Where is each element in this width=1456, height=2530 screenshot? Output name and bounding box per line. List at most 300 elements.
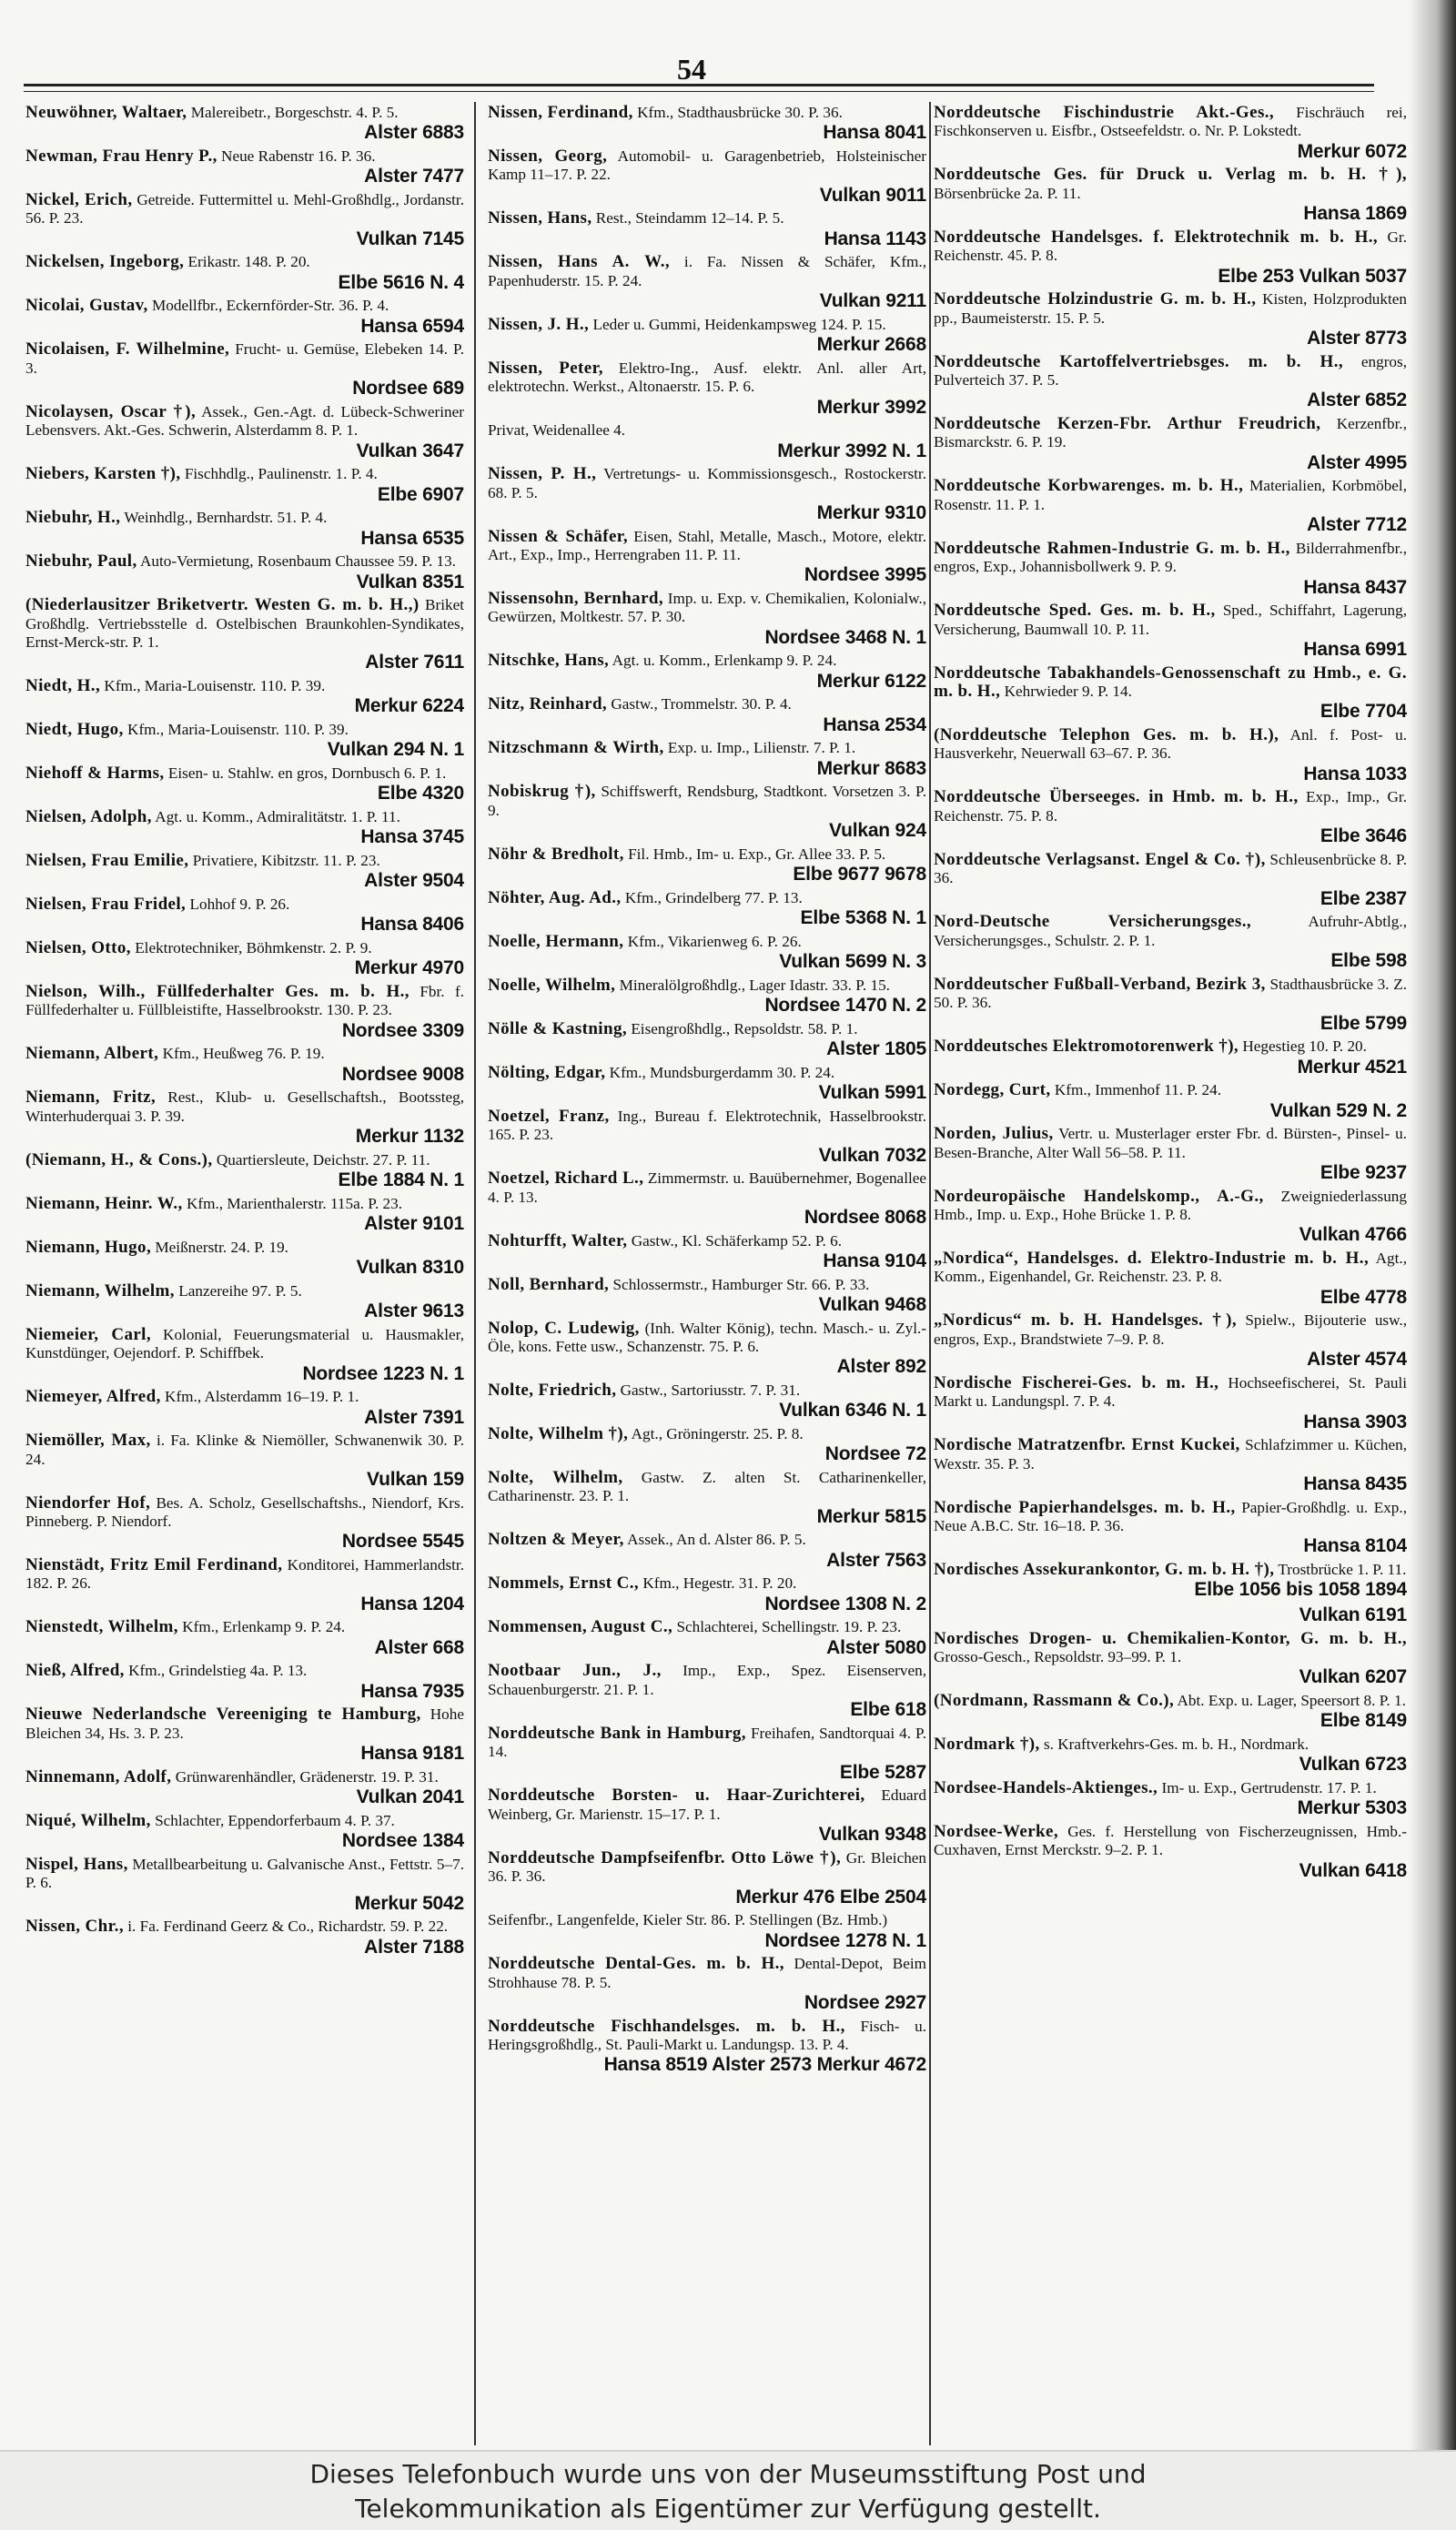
- entry-name: Norddeutsche Korbwarenges. m. b. H.,: [934, 476, 1244, 496]
- directory-column-2: [488, 104, 926, 2443]
- directory-entry: [488, 1955, 926, 2013]
- directory-entry: [25, 852, 464, 891]
- entry-name: Norden, Julius,: [934, 1124, 1054, 1144]
- directory-entry: [934, 726, 1407, 784]
- entry-name: Nissen, Chr.,: [25, 1917, 124, 1937]
- entry-name: Nordische Papierhandelsges. m. b. H.,: [934, 1497, 1236, 1517]
- entry-name: Norddeutscher Fußball-Verband, Bezirk 3,: [934, 974, 1266, 994]
- entry-details: Anl. f. Post- u. Hausverkehr, Neuerwall 63–67. P. 36.: [934, 726, 1407, 763]
- entry-name: Norddeutsches Elektromotorenwerk †),: [934, 1037, 1239, 1057]
- entry-name: Nöhr & Bredholt,: [488, 844, 624, 864]
- entry-details: Kfm., Grindelberg 77. P. 13.: [624, 888, 803, 906]
- directory-entry: [25, 1494, 464, 1553]
- directory-entry: [25, 1705, 464, 1764]
- entry-name: Nienstedt, Wilhelm,: [25, 1617, 178, 1637]
- entry-name: (Norddeutsche Telephon Ges. m. b. H.),: [934, 725, 1279, 745]
- directory-entry: [934, 788, 1407, 846]
- entry-details: Assek., An d. Alster 86. P. 5.: [627, 1531, 806, 1549]
- directory-entry: [25, 509, 464, 548]
- entry-details: Vertr. u. Musterlager erster Fbr. d. Bürsten-, Pinsel- u. Besen-Branche, Alter Wall 56–58. P. 11.: [934, 1125, 1407, 1161]
- entry-name: Nordisches Assekurankontor, G. m. b. H. †),: [934, 1559, 1275, 1579]
- directory-entry: [488, 421, 926, 460]
- entry-details: Hochseefischerei, St. Pauli Markt u. Landungspl. 7. P. 4.: [934, 1373, 1407, 1411]
- entry-phone: Merkur 1132: [355, 1126, 464, 1148]
- entry-details: Frucht- u. Gemüse, Elebeken 14. P. 3.: [25, 340, 464, 377]
- entry-details: Gr. Reichenstr. 45. P. 8.: [934, 228, 1407, 265]
- directory-entry: [488, 1725, 926, 1783]
- directory-entry: [25, 1088, 464, 1147]
- entry-name: Nordisches Drogen- u. Chemikalien-Kontor, G. m. b. H.,: [934, 1628, 1407, 1648]
- entry-details: engros, Pulverteich 37. P. 5.: [934, 352, 1407, 390]
- entry-name: Norddeutsche Dental-Ges. m. b. H.,: [488, 1954, 784, 1974]
- entry-details: Kisten, Holzprodukten pp., Baumeisterstr. 15. P. 5.: [934, 290, 1407, 327]
- entry-details: Bes. A. Scholz, Gesellschaftshs., Niendorf, Krs. Pinneberg. P. Niendorf.: [25, 1493, 464, 1531]
- directory-entry: [25, 1662, 464, 1701]
- entry-details: Fil. Hmb., Im- u. Exp., Gr. Allee 33. P. 5.: [628, 845, 886, 863]
- entry-phone: Vulkan 6191: [1299, 1604, 1407, 1625]
- directory-entry: [25, 1195, 464, 1234]
- entry-details: Eisen- u. Stahlw. en gros, Dornbusch 6. P. 1.: [167, 764, 447, 783]
- entry-phone: Hansa 8519 Alster 2573 Merkur 4672: [603, 2054, 926, 2076]
- entry-name: Nissen, Hans,: [488, 208, 592, 228]
- directory-entry: [488, 528, 926, 586]
- directory-entry: [25, 721, 464, 760]
- entry-phone: Alster 1805: [826, 1038, 926, 1060]
- entry-phone: Alster 9613: [364, 1300, 464, 1322]
- entry-phone: Vulkan 3647: [356, 440, 464, 461]
- entry-phone: Elbe 5287: [839, 1761, 926, 1783]
- footer-notice: [0, 2450, 1456, 2530]
- column-divider: [474, 102, 476, 2445]
- header-rule-thin: [24, 91, 1374, 92]
- entry-name: Nitz, Reinhard,: [488, 694, 608, 714]
- entry-details: Vertretungs- u. Kommissionsgesch., Rostockerstr. 68. P. 5.: [488, 465, 926, 501]
- entry-phone: Elbe 8149: [1320, 1710, 1407, 1732]
- entry-name: Niemeier, Carl,: [25, 1324, 152, 1344]
- entry-details: Grünwarenhändler, Grädenerstr. 19. P. 31.: [175, 1767, 439, 1786]
- entry-phone: Vulkan 8310: [356, 1257, 464, 1279]
- entry-phone: Elbe 6907: [377, 483, 464, 505]
- entry-phone: Nordsee 3995: [804, 564, 926, 586]
- directory-entry: [934, 1604, 1407, 1625]
- directory-entry: [25, 808, 464, 847]
- entry-phone: Alster 668: [374, 1636, 464, 1658]
- entry-details: Agt. u. Komm., Admiralitätstr. 1. P. 11.: [155, 808, 400, 826]
- entry-phone: Nordsee 3309: [341, 1019, 464, 1041]
- entry-name: Nicolai, Gustav,: [25, 296, 148, 316]
- entry-name: Noelle, Hermann,: [488, 931, 624, 951]
- entry-details: Fischräuch rei, Fischkonserven u. Eisfbr., Ostseefeldstr. o. Nr. P. Lokstedt.: [934, 104, 1407, 140]
- entry-name: Nieß, Alfred,: [25, 1661, 125, 1681]
- entry-details: i. Fa. Nissen & Schäfer, Kfm., Papenhuderstr. 15. P. 24.: [488, 253, 926, 289]
- directory-entry: [488, 465, 926, 523]
- entry-phone: Merkur 6224: [354, 695, 464, 717]
- entry-phone: Merkur 5042: [354, 1892, 464, 1914]
- entry-name: Nitschke, Hans,: [488, 651, 610, 671]
- entry-phone: Hansa 9104: [823, 1250, 926, 1272]
- entry-phone: Elbe 4320: [377, 783, 464, 805]
- entry-name: Nordische Matratzenfbr. Ernst Kuckei,: [934, 1435, 1240, 1455]
- entry-name: Nissen & Schäfer,: [488, 526, 629, 546]
- directory-entry: [934, 1630, 1407, 1688]
- entry-phone: Alster 6883: [364, 122, 464, 144]
- entry-details: Kfm., Heußweg 76. P. 19.: [162, 1045, 325, 1063]
- entry-details: Grosso-Gesch., Repsoldstr. 93–99. P. 1.: [934, 1647, 1182, 1665]
- entry-phone: Alster 5080: [826, 1636, 926, 1658]
- entry-phone: Hansa 7935: [360, 1680, 464, 1702]
- entry-details: Börsenbrücke 2a. P. 11.: [934, 184, 1081, 202]
- entry-details: Kerzenfbr., Bismarckstr. 6. P. 19.: [934, 415, 1407, 451]
- entry-phone: Vulkan 159: [367, 1469, 464, 1491]
- entry-details: Eisengroßhdlg., Repsoldstr. 58. P. 1.: [631, 1019, 858, 1037]
- entry-name: Nissen, Hans A. W.,: [488, 252, 671, 272]
- directory-column-1: [25, 104, 464, 2443]
- directory-entry: [488, 316, 926, 355]
- entry-details: Eduard Weinberg, Gr. Marienstr. 15–17. P. 1.: [488, 1786, 926, 1823]
- directory-entry: [488, 739, 926, 778]
- entry-phone: Vulkan 6418: [1299, 1859, 1407, 1881]
- entry-name: Nickel, Erich,: [25, 190, 133, 209]
- entry-details: Imp. u. Exp. v. Chemikalien, Kolonialw., Gewürzen, Moltkestr. 57. P. 30.: [488, 590, 926, 626]
- entry-phone: Hansa 8041: [823, 122, 926, 144]
- entry-name: Norddeutsche Tabakhandels-Genossenschaft zu Hmb., e. G. m. b. H.,: [934, 663, 1407, 702]
- directory-entry: [934, 477, 1407, 535]
- directory-entry: [934, 602, 1407, 660]
- directory-entry: [25, 939, 464, 978]
- entry-phone: Vulkan 4766: [1299, 1224, 1407, 1246]
- directory-entry: [488, 695, 926, 734]
- directory-entry: [934, 1499, 1407, 1557]
- entry-name: Niemann, Wilhelm,: [25, 1280, 175, 1300]
- entry-details: Eisen, Stahl, Metalle, Masch., Motore, elektr. Art., Exp., Imp., Herrengraben 11. P. 11.: [488, 527, 926, 564]
- directory-entry: [25, 1556, 464, 1614]
- directory-entry: [488, 1662, 926, 1720]
- entry-details: Schlossermstr., Hamburger Str. 66. P. 33.: [612, 1275, 870, 1293]
- directory-entry: [488, 1020, 926, 1059]
- directory-entry: [934, 913, 1407, 971]
- entry-phone: Merkur 4970: [354, 957, 464, 979]
- directory-entry: [934, 1561, 1407, 1600]
- directory-entry: [488, 209, 926, 248]
- entry-details: Imp., Exp., Spez. Eisenserven, Schauenburgerstr. 21. P. 1.: [488, 1662, 926, 1698]
- entry-details: Zimmermstr. u. Bauübernehmer, Bogenallee 4. P. 13.: [488, 1169, 926, 1206]
- directory-entry: [25, 552, 464, 592]
- entry-details: Ges. f. Herstellung von Fischerzeugnissen, Hmb.-Cuxhaven, Ernst Merckstr. 9–2. P. 1.: [934, 1822, 1407, 1859]
- entry-details: Kolonial, Feuerungsmaterial u. Hausmakler, Kunstdünger, Oejendorf. P. Schiffbek.: [25, 1325, 464, 1362]
- entry-name: Nöhter, Aug. Ad.,: [488, 887, 622, 907]
- directory-entry: [25, 1282, 464, 1321]
- entry-phone: Hansa 3903: [1303, 1411, 1407, 1432]
- entry-name: Nielsen, Frau Fridel,: [25, 895, 187, 915]
- entry-phone: Merkur 3992: [816, 396, 926, 418]
- entry-details: Mineralölgroßhdlg., Lager Idastr. 33. P. 15.: [619, 976, 890, 994]
- entry-phone: Hansa 1143: [824, 228, 926, 249]
- entry-details: Aufruhr-Abtlg., Versicherungsges., Schulstr. 2. P. 1.: [934, 913, 1407, 949]
- entry-phone: Hansa 6594: [360, 315, 464, 337]
- entry-details: Kfm., Grindelstieg 4a. P. 13.: [128, 1662, 308, 1680]
- entry-name: Nissen, Georg,: [488, 147, 608, 166]
- directory-entry: [934, 353, 1407, 411]
- entry-name: Nielson, Wilh., Füllfederhalter Ges. m. b. H.,: [25, 982, 410, 1002]
- entry-name: Norddeutsche Fischindustrie Akt.-Ges.,: [934, 104, 1275, 122]
- entry-name: Noelle, Wilhelm,: [488, 975, 616, 995]
- entry-details: Zweigniederlassung Hmb., Imp. u. Exp., Hohe Brücke 1. P. 8.: [934, 1187, 1407, 1223]
- entry-name: Nölle & Kastning,: [488, 1018, 628, 1038]
- entry-details: Lohhof 9. P. 26.: [189, 896, 290, 914]
- entry-details: Konditorei, Hammerlandstr. 182. P. 26.: [25, 1556, 464, 1593]
- entry-phone: Hansa 8435: [1303, 1472, 1407, 1494]
- entry-details: Malereibetr., Borgeschstr. 4. P. 5.: [190, 104, 399, 121]
- entry-details: Exp. u. Imp., Lilienstr. 7. P. 1.: [667, 739, 856, 757]
- directory-entry: [488, 1469, 926, 1527]
- entry-name: „Nordica“, Handelsges. d. Elektro-Industrie m. b. H.,: [934, 1248, 1370, 1268]
- directory-entry: [934, 1374, 1407, 1432]
- entry-name: Nicolaysen, Oscar †),: [25, 401, 197, 421]
- directory-entry: [934, 1250, 1407, 1308]
- entry-name: Nielsen, Adolph,: [25, 807, 152, 827]
- entry-name: Nordsee-Handels-Aktienges.,: [934, 1777, 1158, 1797]
- entry-details: Assek., Gen.-Agt. d. Lübeck-Schweriner Lebensvers. Akt.-Ges. Schwerin, Alsterdamm 8. P. 1.: [25, 402, 464, 440]
- directory-entry: [488, 104, 926, 143]
- entry-name: Nordmark †),: [934, 1734, 1040, 1754]
- directory-column-3: [934, 104, 1407, 2443]
- directory-entry: [934, 851, 1407, 909]
- entry-phone: Vulkan 9011: [819, 184, 926, 206]
- entry-details: Kfm., Erlenkamp 9. P. 24.: [182, 1618, 346, 1636]
- entry-phone: Alster 4574: [1307, 1349, 1407, 1371]
- entry-phone: Hansa 8104: [1303, 1535, 1407, 1557]
- entry-details: Lanzereihe 97. P. 5.: [178, 1281, 302, 1300]
- entry-phone: Nordsee 1384: [341, 1830, 464, 1852]
- entry-phone: Vulkan 529 N. 2: [1269, 1099, 1407, 1121]
- entry-details: i. Fa. Ferdinand Geerz & Co., Richardstr. 59. P. 22.: [127, 1918, 449, 1936]
- entry-name: Noltzen & Meyer,: [488, 1530, 624, 1550]
- directory-entry: [25, 104, 464, 143]
- directory-entry: [25, 465, 464, 504]
- directory-entry: [488, 2018, 926, 2076]
- entry-name: Norddeutsche Verlagsanst. Engel & Co. †),: [934, 849, 1266, 869]
- entry-phone: Alster 4995: [1307, 451, 1407, 473]
- entry-phone: Vulkan 6346 N. 1: [779, 1400, 926, 1422]
- entry-phone: Merkur 6072: [1297, 140, 1407, 162]
- entry-phone: Merkur 4521: [1297, 1056, 1407, 1078]
- entry-name: Nolte, Wilhelm †),: [488, 1424, 629, 1444]
- entry-details: Automobil- u. Garagenbetrieb, Holsteinischer Kamp 11–17. P. 22.: [488, 147, 926, 184]
- entry-phone: Hansa 1033: [1303, 763, 1407, 784]
- entry-phone: Hansa 2534: [823, 713, 926, 735]
- entry-details: Agt., Komm., Eigenhandel, Gr. Reichenstr. 23. P. 8.: [934, 1249, 1407, 1286]
- directory-entry: [488, 1169, 926, 1228]
- entry-phone: Elbe 9677 9678: [793, 864, 926, 886]
- directory-entry: [25, 1326, 464, 1384]
- entry-details: Modellfbr., Eckernförder-Str. 36. P. 4.: [151, 297, 389, 315]
- entry-name: Niebers, Karsten †),: [25, 464, 181, 484]
- entry-name: Nissen, J. H.,: [488, 314, 590, 334]
- entry-phone: Alster 9101: [364, 1213, 464, 1235]
- entry-name: Newman, Frau Henry P.,: [25, 147, 217, 166]
- entry-phone: Elbe 1884 N. 1: [338, 1169, 464, 1191]
- entry-phone: Nordsee 689: [352, 378, 464, 400]
- directory-entry: [25, 147, 464, 187]
- entry-phone: Vulkan 7032: [818, 1144, 926, 1166]
- entry-name: Norddeutsche Borsten- u. Haar-Zurichterei,: [488, 1786, 865, 1806]
- directory-entry: [488, 1786, 926, 1845]
- entry-details: Elektro-Ing., Ausf. elektr. Anl. aller Art, elektrotechn. Werkst., Altonaerstr. 15. P. 6.: [488, 359, 926, 396]
- entry-details: i. Fa. Klinke & Niemöller, Schwanenwik 30. P. 24.: [25, 1432, 464, 1468]
- entry-phone: Alster 7712: [1307, 514, 1407, 536]
- entry-details: Getreide. Futtermittel u. Mehl-Großhdlg., Jordanstr. 56. P. 23.: [25, 191, 464, 228]
- entry-name: Norddeutsche Rahmen-Industrie G. m. b. H.,: [934, 538, 1290, 558]
- entry-details: Exp., Imp., Gr. Reichenstr. 75. P. 8.: [934, 788, 1407, 825]
- entry-phone: Vulkan 6723: [1299, 1754, 1407, 1776]
- entry-phone: Nordsee 1308 N. 2: [764, 1593, 926, 1614]
- entry-details: Spielw., Bijouterie usw., engros, Exp., Brandstwiete 7–9. P. 8.: [934, 1311, 1407, 1348]
- directory-entry: [488, 1911, 926, 1950]
- directory-entry: [934, 1125, 1407, 1183]
- directory-entry: [25, 403, 464, 461]
- footer-line-2: Telekommunikation als Eigentümer zur Verfügung gestellt.: [355, 2494, 1101, 2524]
- entry-details: Abt. Exp. u. Lager, Speersort 8. P. 1.: [1177, 1691, 1406, 1709]
- entry-details: Rest., Klub- u. Gesellschaftsh., Bootssteg, Winterhuderquai 3. P. 39.: [25, 1088, 464, 1125]
- entry-name: Nielsen, Frau Emilie,: [25, 851, 189, 871]
- entry-phone: Elbe 4778: [1320, 1286, 1407, 1308]
- footer-line-1: Dieses Telefonbuch wurde uns von der Museumsstiftung Post und: [309, 2459, 1147, 2489]
- entry-name: Nordegg, Curt,: [934, 1080, 1051, 1100]
- directory-entry: [488, 590, 926, 648]
- entry-name: Nommels, Ernst C.,: [488, 1574, 640, 1594]
- entry-name: Nissen, P. H.,: [488, 464, 597, 484]
- entry-name: Nolte, Wilhelm,: [488, 1468, 623, 1488]
- entry-details: Gastw., Sartoriusstr. 7. P. 31.: [620, 1381, 801, 1400]
- entry-phone: Alster 7611: [365, 652, 464, 673]
- directory-entry: [488, 147, 926, 206]
- entry-details: Privatiere, Kibitzstr. 11. P. 23.: [192, 852, 380, 870]
- entry-details: Rest., Steindamm 12–14. P. 5.: [595, 209, 784, 228]
- entry-name: Niemöller, Max,: [25, 1431, 151, 1451]
- entry-name: Norddeutsche Kerzen-Fbr. Arthur Freudrich,: [934, 414, 1321, 434]
- entry-name: Nienstädt, Fritz Emil Ferdinand,: [25, 1555, 283, 1575]
- entry-name: Nitzschmann & Wirth,: [488, 738, 664, 758]
- entry-details: Gr. Bleichen 36. P. 36.: [488, 1848, 926, 1886]
- entry-phone: Hansa 6991: [1303, 639, 1407, 661]
- directory-entry: [488, 1381, 926, 1421]
- entry-name: Nordische Fischerei-Ges. b. m. H.,: [934, 1372, 1219, 1392]
- entry-name: Norddeutsche Holzindustrie G. m. b. H.,: [934, 289, 1257, 309]
- entry-phone: Elbe 5799: [1320, 1012, 1407, 1034]
- directory-entry: [25, 1239, 464, 1278]
- entry-phone: Elbe 1056 bis 1058 1894: [1194, 1579, 1407, 1601]
- entry-details: Schlachter, Eppendorferbaum 4. P. 37.: [155, 1811, 395, 1829]
- entry-phone: Alster 7477: [364, 166, 464, 187]
- entry-details: Metallbearbeitung u. Galvanische Anst., Fettstr. 5–7. P. 6.: [25, 1855, 464, 1892]
- entry-name: Nieuwe Nederlandsche Vereeniging te Hamburg,: [25, 1705, 421, 1725]
- entry-name: Nohturfft, Walter,: [488, 1230, 628, 1250]
- entry-name: Nielsen, Otto,: [25, 938, 131, 958]
- directory-entry: [934, 1188, 1407, 1246]
- entry-phone: Elbe 2387: [1320, 887, 1407, 909]
- entry-phone: Hansa 8406: [360, 914, 464, 936]
- entry-phone: Alster 7188: [364, 1936, 464, 1958]
- entry-details: Agt. u. Komm., Erlenkamp 9. P. 24.: [612, 652, 837, 670]
- entry-details: Trostbrücke 1. P. 11.: [1278, 1560, 1407, 1578]
- entry-phone: Nordsee 2927: [804, 1991, 926, 2013]
- entry-name: Norddeutsche Kartoffelvertriebsges. m. b. H.,: [934, 351, 1344, 371]
- entry-details: Leder u. Gummi, Heidenkampsweg 124. P. 15.: [592, 315, 886, 333]
- entry-details: Gastw. Z. alten St. Catharinenkeller, Catharinenstr. 23. P. 1.: [488, 1469, 926, 1505]
- entry-details: Hohe Bleichen 34, Hs. 3. P. 23.: [25, 1705, 464, 1742]
- entry-phone: Merkur 5815: [816, 1505, 926, 1527]
- entry-phone: Elbe 9237: [1320, 1161, 1407, 1183]
- entry-phone: Alster 892: [836, 1356, 926, 1378]
- directory-entry: [25, 1918, 464, 1957]
- entry-name: Norddeutsche Überseeges. in Hmb. m. b. H.,: [934, 787, 1299, 807]
- directory-entry: [934, 1081, 1407, 1120]
- entry-details: Kfm., Mundsburgerdamm 30. P. 24.: [609, 1063, 835, 1081]
- entry-name: Niemann, Heinr. W.,: [25, 1193, 183, 1213]
- entry-details: Kfm., Maria-Louisenstr. 110. P. 39.: [127, 721, 349, 739]
- entry-details: Kfm., Vikarienweg 6. P. 26.: [627, 932, 802, 950]
- entry-phone: Hansa 6535: [360, 527, 464, 549]
- directory-entry: [25, 297, 464, 336]
- entry-details: Fisch- u. Heringsgroßhdlg., St. Pauli-Markt u. Landungsp. 13. P. 4.: [488, 2017, 926, 2053]
- directory-entry: [25, 983, 464, 1041]
- entry-phone: Nordsee 9008: [341, 1063, 464, 1085]
- entry-details: Dental-Depot, Beim Strohhause 78. P. 5.: [488, 1955, 926, 1991]
- entry-phone: Nordsee 5545: [341, 1531, 464, 1553]
- entry-name: Niemann, Fritz,: [25, 1088, 157, 1108]
- entry-phone: Merkur 6122: [816, 670, 926, 692]
- directory-entry: [934, 1311, 1407, 1370]
- entry-details: Fischhdlg., Paulinenstr. 1. P. 4.: [184, 465, 378, 483]
- directory-entry: [488, 783, 926, 841]
- entry-phone: Vulkan 9468: [818, 1294, 926, 1316]
- entry-phone: Vulkan 2041: [356, 1786, 464, 1808]
- entry-name: Nissensohn, Bernhard,: [488, 589, 664, 609]
- entry-details: Materialien, Korbmöbel, Rosenstr. 11. P. 1.: [934, 477, 1407, 513]
- entry-phone: Elbe 5616 N. 4: [338, 271, 464, 293]
- directory-entry: [488, 652, 926, 691]
- entry-name: Niendorfer Hof,: [25, 1493, 151, 1513]
- directory-entry: [25, 1432, 464, 1490]
- entry-phone: Merkur 476 Elbe 2504: [735, 1886, 926, 1908]
- directory-entry: [488, 1276, 926, 1315]
- entry-phone: Hansa 3745: [360, 826, 464, 848]
- entry-name: Niehoff & Harms,: [25, 764, 165, 784]
- directory-entry: [934, 290, 1407, 349]
- entry-details: Kfm., Stadthausbrücke 30. P. 36.: [637, 104, 843, 121]
- entry-name: Norddeutsche Dampfseifenfbr. Otto Löwe †),: [488, 1847, 842, 1867]
- directory-entry: [934, 664, 1407, 723]
- entry-details: Freihafen, Sandtorquai 4. P. 14.: [488, 1724, 926, 1761]
- directory-entry: [25, 896, 464, 935]
- entry-details: Im- u. Exp., Gertrudenstr. 17. P. 1.: [1161, 1778, 1377, 1796]
- entry-phone: Elbe 3646: [1320, 825, 1407, 847]
- entry-name: Niemann, Hugo,: [25, 1237, 152, 1257]
- directory-entry: [25, 340, 464, 399]
- directory-entry: [934, 1436, 1407, 1494]
- entry-details: (Inh. Walter König), techn. Masch.- u. Zyl.-Öle, kons. Fette usw., Schanzenstr. 75. P. 6.: [488, 1319, 926, 1356]
- entry-details: Bilderrahmenfbr., engros, Exp., Johannisbollwerk 9. P. 9.: [934, 539, 1407, 576]
- column-divider: [929, 102, 931, 2445]
- entry-phone: Vulkan 6207: [1299, 1666, 1407, 1688]
- entry-details: Kfm., Maria-Louisenstr. 110. P. 39.: [104, 677, 326, 695]
- directory-entry: [934, 1779, 1407, 1818]
- entry-details: Ing., Bureau f. Elektrotechnik, Hasselbrookstr. 165. P. 23.: [488, 1107, 926, 1144]
- entry-details: Briket Großhdlg. Vertriebsstelle d. Ostelbischen Braunkohlen-Syndikates, Ernst-Merck-str. P. 1.: [25, 596, 464, 652]
- entry-details: Gastw., Kl. Schäferkamp 52. P. 6.: [631, 1231, 843, 1250]
- directory-entry: [25, 1388, 464, 1427]
- entry-name: Norddeutsche Fischhandelsges. m. b. H.,: [488, 2016, 845, 2036]
